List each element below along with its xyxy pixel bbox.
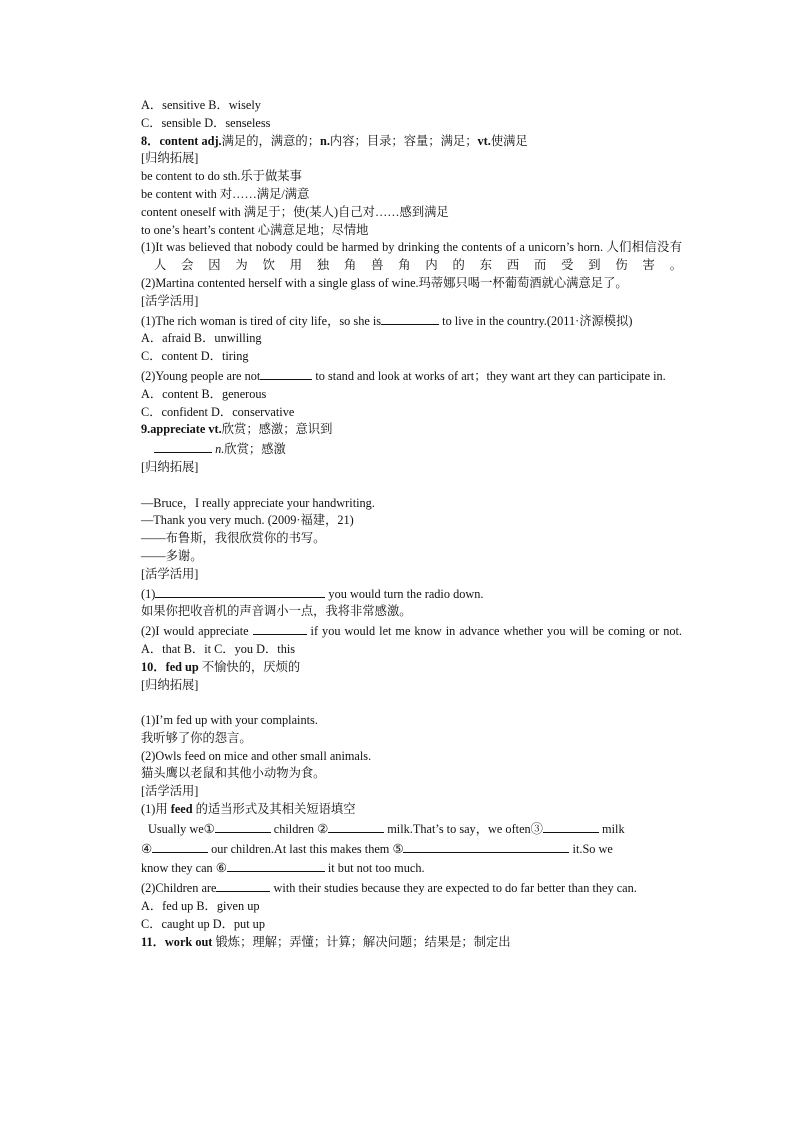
derivative-line: n.欣赏；感激 — [141, 439, 682, 459]
headword: 9.appreciate vt. — [141, 422, 222, 437]
option-line: C．content D．tiring — [141, 349, 249, 364]
section-label: [活学活用] — [141, 293, 199, 308]
vocab-heading-fed-up: 10．fed up 不愉快的，厌烦的 — [141, 659, 301, 674]
headword: 8．content adj. — [141, 133, 222, 148]
example-sentence: (1)It was believed that nobody could be harmed by drinking the contents of a unicorn’s horn. 人们相信没有人会因为饮用独角兽角内的东西而受到伤害。 — [141, 240, 682, 273]
exercise-question: (2)Young people are not to stand and look at works of art；they want art they can participate in. — [141, 366, 682, 386]
option-line: C．caught up D．put up — [141, 916, 265, 931]
phrase-line: to one’s heart’s content 心满意足地；尽情地 — [141, 222, 369, 237]
vocab-heading-appreciate: 9.appreciate vt.欣赏；感激；意识到 — [141, 422, 333, 437]
exercise-question: (1) you would turn the radio down. — [141, 584, 682, 604]
option-line: A．sensitive B．wisely — [141, 98, 261, 112]
exercise-question: (2)I would appreciate if you would let me know in advance whether you will be coming or not. — [141, 621, 682, 641]
option-line: C．sensible D．senseless — [141, 115, 271, 130]
example-sentence: (1)I’m fed up with your complaints. — [141, 713, 318, 728]
exercise-question: (2)Children are with their studies because they are expected to do far better than they can. — [141, 878, 682, 898]
dialogue-line: —Bruce，I really appreciate your handwriting. — [141, 495, 375, 510]
dialogue-line: ——布鲁斯，我很欣赏你的书写。 — [141, 531, 326, 546]
section-label: [活学活用] — [141, 566, 199, 581]
answer-blank[interactable] — [381, 311, 439, 325]
document-page — [141, 97, 682, 951]
fill-in-line: know they can ⑥ it but not too much. — [141, 858, 682, 878]
phrase-line: content oneself with 满足于；使(某人)自己对……感到满足 — [141, 204, 449, 219]
exercise-instruction: (1)用 feed 的适当形式及其相关短语填空 — [141, 802, 356, 817]
section-label: [归纳拓展] — [141, 677, 199, 692]
option-line: C．confident D．conservative — [141, 404, 295, 419]
answer-blank[interactable] — [253, 621, 307, 635]
option-line: A．that B．it C．you D．this — [141, 641, 296, 656]
phrase-line: be content with 对……满足/满意 — [141, 186, 310, 201]
answer-blank-5[interactable] — [403, 839, 569, 853]
answer-blank-3[interactable] — [543, 819, 599, 833]
answer-blank[interactable] — [155, 584, 325, 598]
dialogue-line: ——多谢。 — [141, 548, 203, 563]
answer-blank[interactable] — [260, 366, 312, 380]
section-label: [活学活用] — [141, 784, 199, 799]
vocab-heading-content: 8．content adj.满足的，满意的；n.内容；目录；容量；满足；vt.使满足 — [141, 133, 528, 148]
headword: 10．fed up — [141, 659, 199, 674]
answer-blank[interactable] — [154, 439, 212, 453]
answer-blank-2[interactable] — [328, 819, 384, 833]
translation-line: 我听够了你的怨言。 — [141, 730, 252, 745]
headword: 11．work out — [141, 934, 213, 949]
fill-in-line: ④ our children.At last this makes them ⑤ it.So we — [141, 839, 682, 859]
example-sentence: (2)Martina contented herself with a single glass of wine.玛蒂娜只喝一杯葡萄酒就心满意足了。 — [141, 275, 628, 290]
exercise-question: (1)The rich woman is tired of city life，so she is to live in the country.(2011·济源模拟) — [141, 311, 682, 331]
phrase-line: be content to do sth.乐于做某事 — [141, 169, 302, 184]
fill-in-line: Usually we① children ② milk.That’s to say，we often③ milk — [141, 819, 682, 839]
option-line: A．content B．generous — [141, 386, 267, 401]
option-line: A．fed up B．given up — [141, 899, 260, 914]
option-line: A．afraid B．unwilling — [141, 331, 262, 346]
answer-blank-4[interactable] — [152, 839, 208, 853]
answer-blank-6[interactable] — [227, 858, 325, 872]
translation-line: 如果你把收音机的声音调小一点，我将非常感激。 — [141, 604, 412, 619]
dialogue-line: —Thank you very much. (2009·福建，21) — [141, 513, 354, 528]
example-sentence: (2)Owls feed on mice and other small animals. — [141, 748, 372, 763]
answer-blank-1[interactable] — [215, 819, 271, 833]
section-label: [归纳拓展] — [141, 151, 199, 166]
answer-blank[interactable] — [216, 878, 270, 892]
translation-line: 猫头鹰以老鼠和其他小动物为食。 — [141, 766, 326, 781]
vocab-heading-work-out: 11．work out 锻炼；理解；弄懂；计算；解决问题；结果是；制定出 — [141, 934, 511, 949]
section-label: [归纳拓展] — [141, 459, 199, 474]
